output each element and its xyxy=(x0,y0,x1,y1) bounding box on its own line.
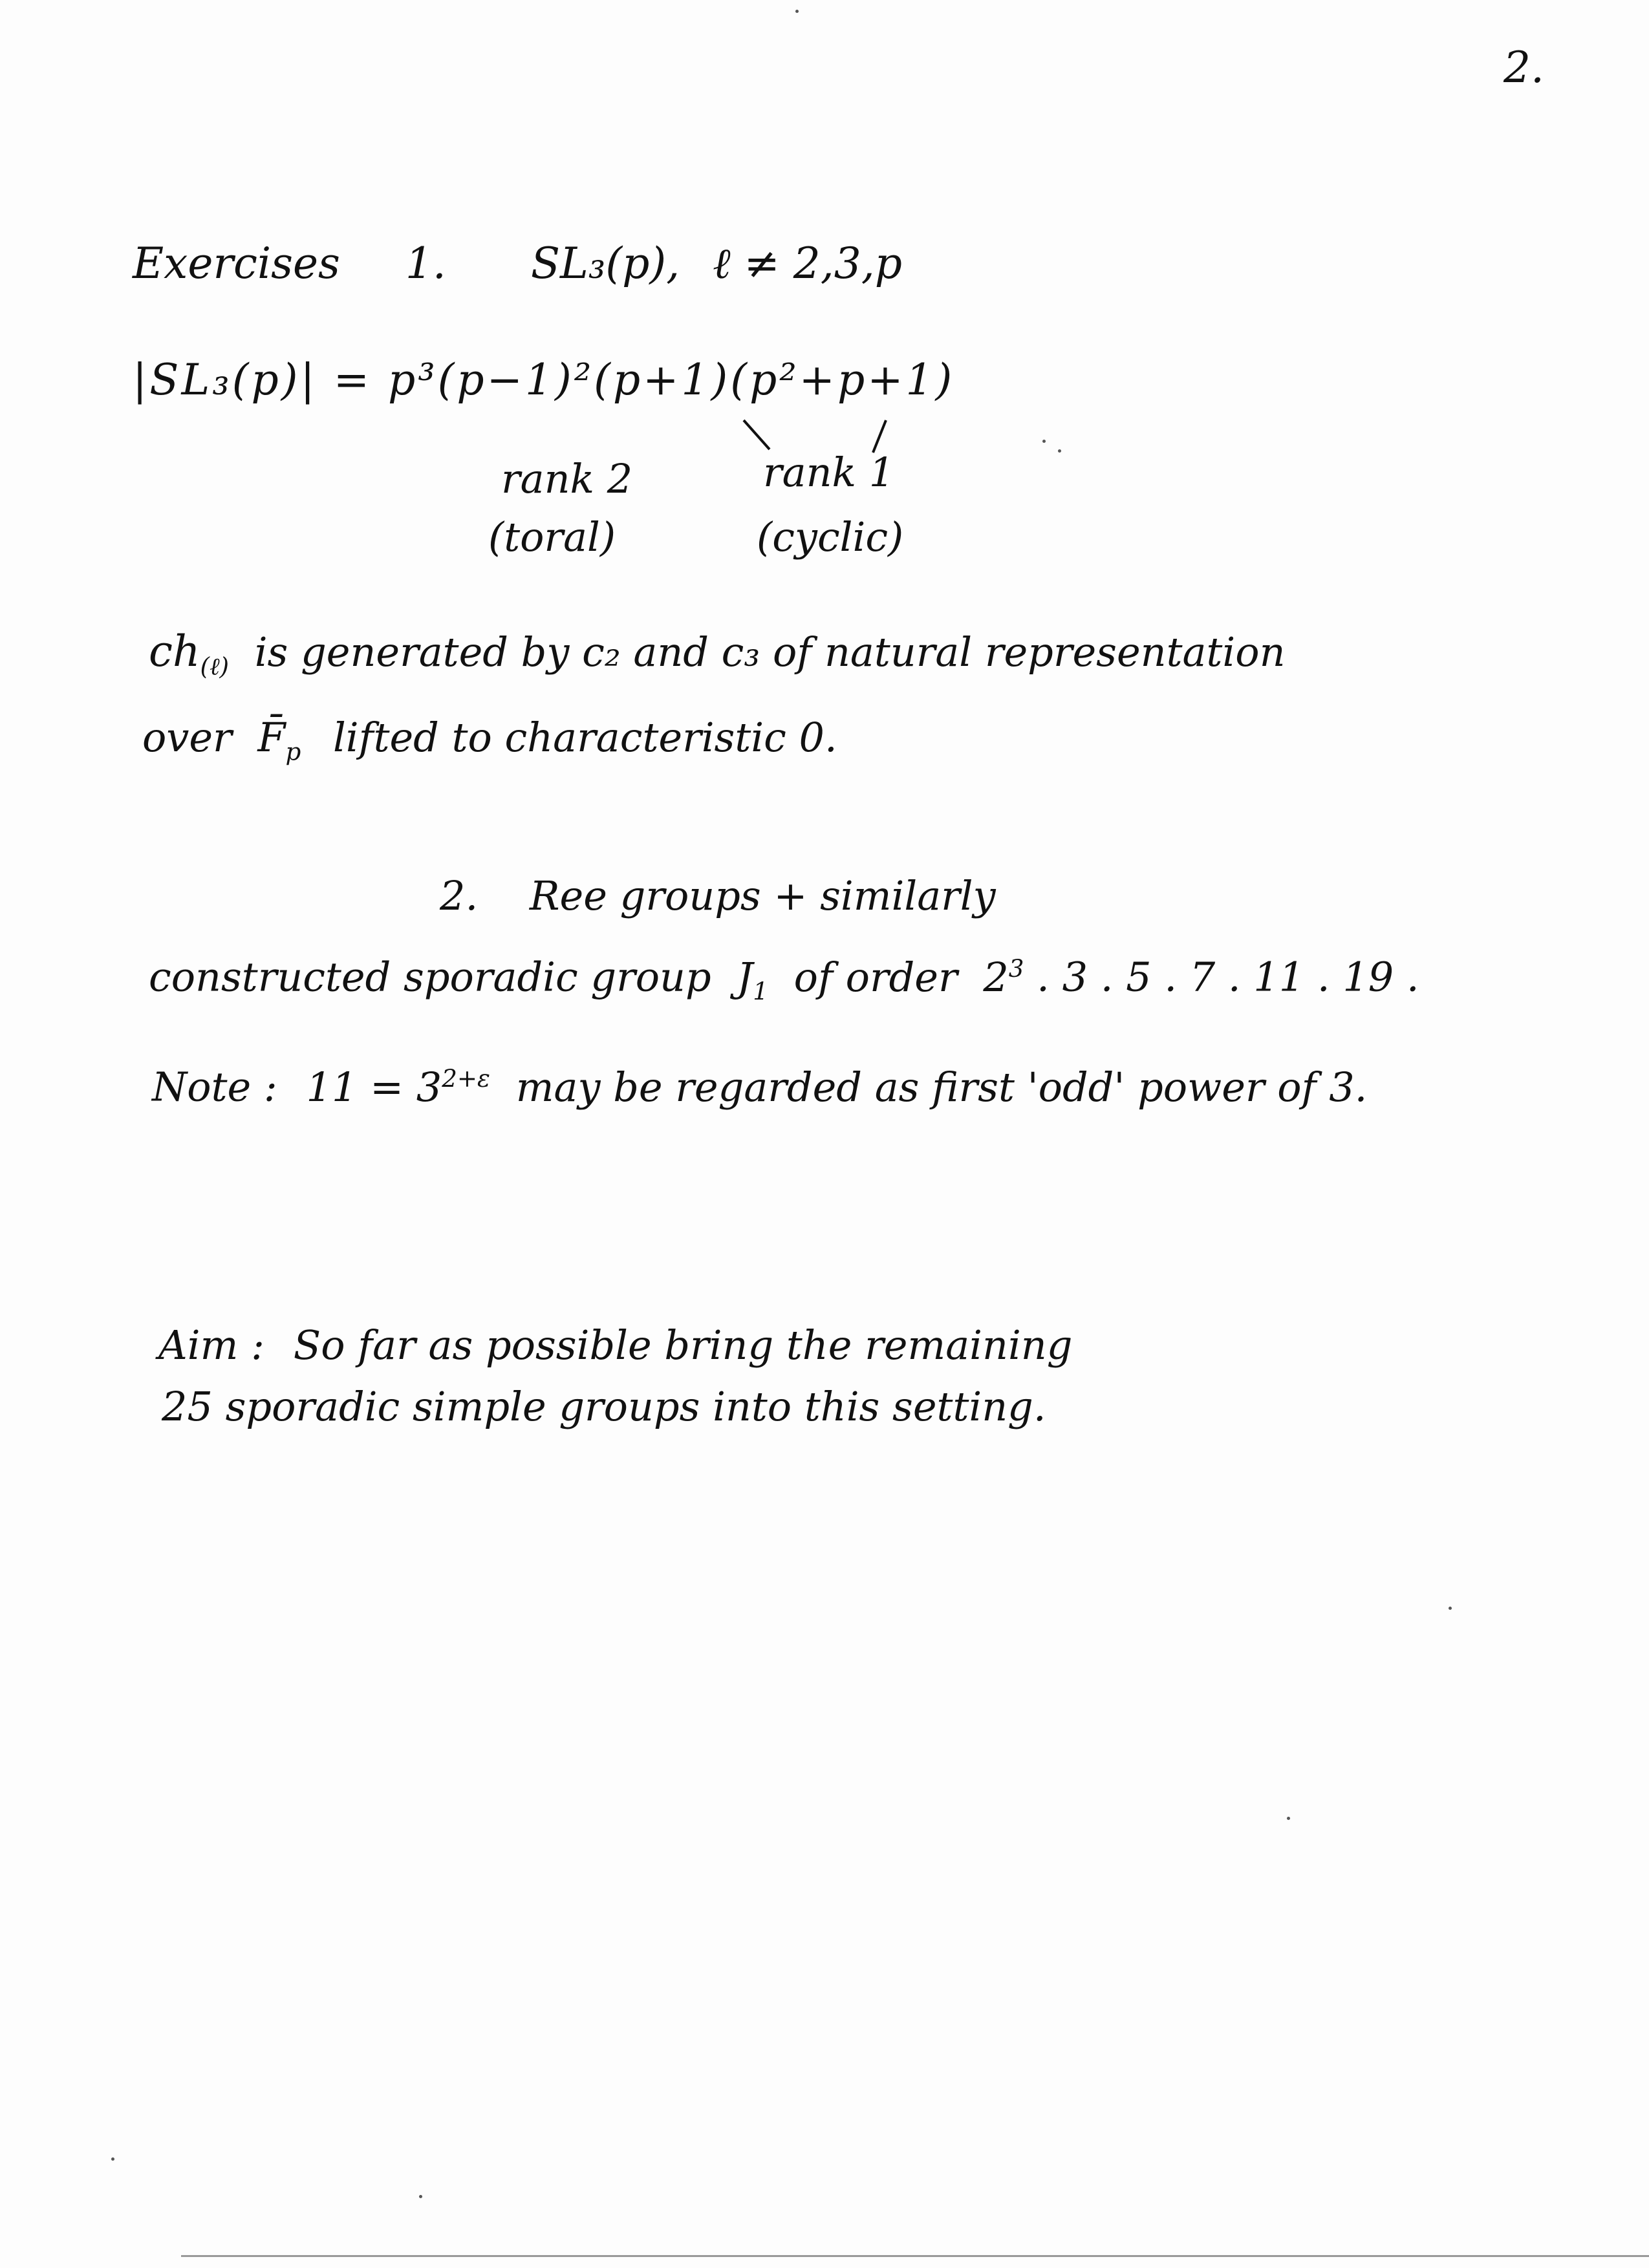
note-text: may be regarded as first 'odd' power of 3. xyxy=(515,1063,1368,1111)
of-order-text: of order xyxy=(793,953,958,1001)
scan-speck xyxy=(111,2157,114,2161)
aim-line-1 xyxy=(158,1321,1073,1369)
order-base: 2 xyxy=(983,953,1009,1001)
rank-2-note: (toral) xyxy=(488,513,616,561)
over-field-line xyxy=(142,714,837,766)
scan-speck xyxy=(795,10,799,13)
scan-speck xyxy=(1042,440,1046,443)
order-factors: . 3 . 5 . 7 . 11 . 19 . xyxy=(1037,953,1419,1001)
order-exponent: 3 xyxy=(1008,954,1024,983)
exercises-heading xyxy=(133,239,903,288)
sporadic-group-line xyxy=(149,953,1419,1006)
ch-line xyxy=(149,626,1286,681)
aim-label: Aim : xyxy=(158,1321,264,1369)
ch-subscript: (ℓ) xyxy=(200,652,229,681)
sporadic-text: constructed sporadic group xyxy=(149,953,711,1001)
scan-speck xyxy=(1287,1817,1290,1820)
aim-text-1: So far as possible bring the remaining xyxy=(293,1321,1073,1369)
scan-speck xyxy=(1058,449,1061,453)
aim-line-2: 25 sporadic simple groups into this setting. xyxy=(162,1383,1046,1430)
over-word: over xyxy=(142,714,232,761)
scan-speck xyxy=(1449,1607,1452,1610)
exercise-2-title: Ree groups + similarly xyxy=(529,872,996,919)
note-exponent: 2+ε xyxy=(442,1064,490,1093)
field-subscript: p xyxy=(285,737,301,766)
lifted-text: lifted to characteristic 0. xyxy=(332,714,837,761)
scan-speck xyxy=(419,2195,422,2198)
note-label: Note : xyxy=(152,1063,277,1111)
note-lhs: 11 = 3 xyxy=(306,1063,442,1111)
exercises-label: Exercises xyxy=(133,239,340,288)
rank-2-label: rank 2 xyxy=(501,455,633,502)
page-number: 2. xyxy=(1503,43,1544,92)
field-symbol: F̄ xyxy=(257,714,286,761)
bottom-scan-line xyxy=(181,2255,1649,2257)
rank-1-note: (cyclic) xyxy=(757,513,904,561)
exercise-1-number: 1. xyxy=(405,239,446,288)
j1-symbol: J xyxy=(737,953,753,1001)
exercise-1-group: SL₃(p), xyxy=(530,239,680,288)
rank-1-label: rank 1 xyxy=(763,449,895,496)
j1-subscript: 1 xyxy=(753,977,768,1006)
exercise-2-heading xyxy=(440,872,996,919)
note-line xyxy=(152,1063,1368,1111)
ch-line-text: is generated by c₂ and c₃ of natural representation xyxy=(254,628,1286,676)
exercise-1-condition: ℓ ≠ 2,3,p xyxy=(713,239,903,288)
exercise-2-number: 2. xyxy=(440,872,479,919)
ch-symbol: ch xyxy=(149,626,200,676)
order-formula: |SL₃(p)| = p³(p−1)²(p+1)(p²+p+1) xyxy=(133,355,955,405)
